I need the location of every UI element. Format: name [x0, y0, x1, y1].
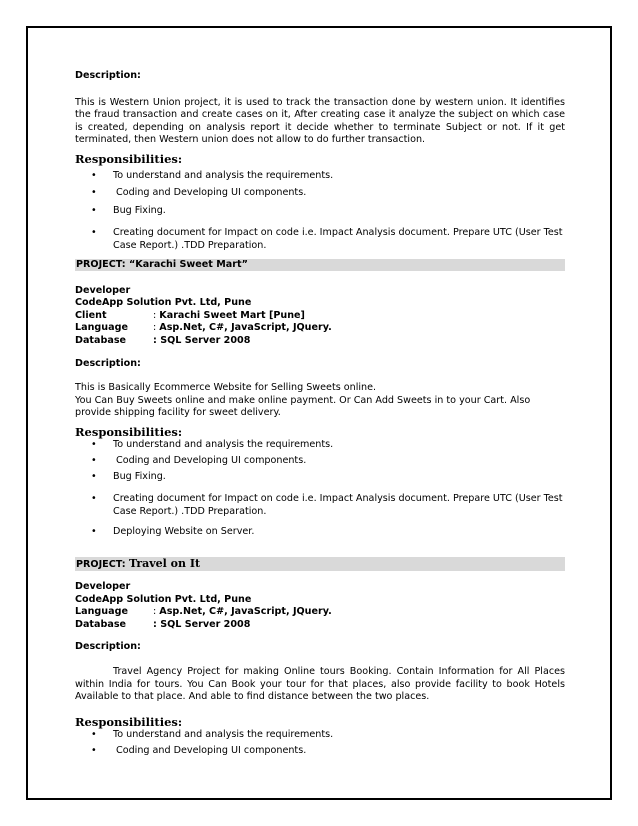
responsibilities-heading: Responsibilities:	[75, 424, 183, 439]
list-item: • To understand and analysis the requirements.	[75, 170, 565, 183]
list-item: • To understand and analysis the requirements.	[75, 439, 565, 452]
list-item: • Bug Fixing.	[75, 471, 565, 484]
description-heading: Description:	[75, 641, 141, 653]
list-item: • Creating document for Impact on code i.e. Impact Analysis document. Prepare UTC (User Test Case Report.) .TDD Preparation.	[75, 227, 565, 252]
project-name: “Karachi Sweet Mart”	[128, 258, 248, 270]
database-key: Database	[75, 618, 127, 630]
project-header-bar	[75, 259, 565, 271]
description-line: This is Basically Ecommerce Website for Selling Sweets online.	[75, 382, 377, 394]
company: CodeApp Solution Pvt. Ltd, Pune	[75, 297, 252, 309]
list-item: • Coding and Developing UI components.	[75, 745, 565, 758]
list-item: • To understand and analysis the requirements.	[75, 729, 565, 742]
project-label: PROJECT:	[76, 559, 126, 571]
description-heading: Description:	[75, 70, 141, 81]
responsibilities-list	[75, 170, 565, 253]
responsibilities-list	[75, 439, 565, 539]
responsibilities-list	[75, 729, 565, 757]
client-key: Client	[75, 309, 107, 321]
language-value: Asp.Net, C#, JavaScript, JQuery.	[159, 322, 332, 334]
database-value: SQL Server 2008	[160, 618, 251, 630]
responsibilities-heading: Responsibilities:	[75, 151, 183, 166]
project-header-bar	[75, 557, 565, 571]
project-name: Travel on It	[128, 557, 201, 571]
description-text: Travel Agency Project for making Online tours Booking. Contain Information for All Places within India for tours. You Can Book your tour for that places, also provide facility to book Hotels Available to that place. And able to find distance between the two places.	[75, 666, 565, 703]
company: CodeApp Solution Pvt. Ltd, Pune	[75, 593, 252, 605]
list-item: • Coding and Developing UI components.	[75, 455, 565, 468]
database-key: Database	[75, 334, 127, 346]
list-item: • Creating document for Impact on code i.e. Impact Analysis document. Prepare UTC (User Test Case Report.) .TDD Preparation.	[75, 493, 565, 518]
description-text: This is Western Union project, it is used to track the transaction done by western union. It identifies the fraud transaction and create cases on it, After creating case it analyze the subject on which case is created, depending on analysis report it decide whether to terminate Subject or not. If it get terminated, then Western union does not allow to do further transaction.	[75, 96, 565, 146]
description-heading: Description:	[75, 357, 141, 369]
role: Developer	[75, 581, 131, 593]
project-details: Client : Karachi Sweet Mart [Pune] Language : Asp.Net, C#, JavaScript, JQuery. Database : SQL Server 2008	[75, 309, 332, 346]
list-item: • Bug Fixing.	[75, 205, 565, 218]
responsibilities-heading: Responsibilities:	[75, 714, 183, 729]
language-key: Language	[75, 322, 128, 334]
list-item: • Deploying Website on Server.	[75, 526, 565, 539]
role: Developer	[75, 284, 131, 296]
resume-content	[75, 70, 565, 758]
database-value: SQL Server 2008	[160, 334, 251, 346]
language-value: Asp.Net, C#, JavaScript, JQuery.	[159, 606, 332, 618]
language-key: Language	[75, 606, 128, 618]
project-label: PROJECT:	[76, 258, 126, 270]
project-details: Language : Asp.Net, C#, JavaScript, JQuery. Database : SQL Server 2008	[75, 606, 332, 630]
description-line: You Can Buy Sweets online and make online payment. Or Can Add Sweets in to your Cart. Also provide shipping facility for sweet delivery.	[75, 394, 531, 419]
client-value: Karachi Sweet Mart [Pune]	[159, 309, 305, 321]
list-item: • Coding and Developing UI components.	[75, 187, 565, 200]
